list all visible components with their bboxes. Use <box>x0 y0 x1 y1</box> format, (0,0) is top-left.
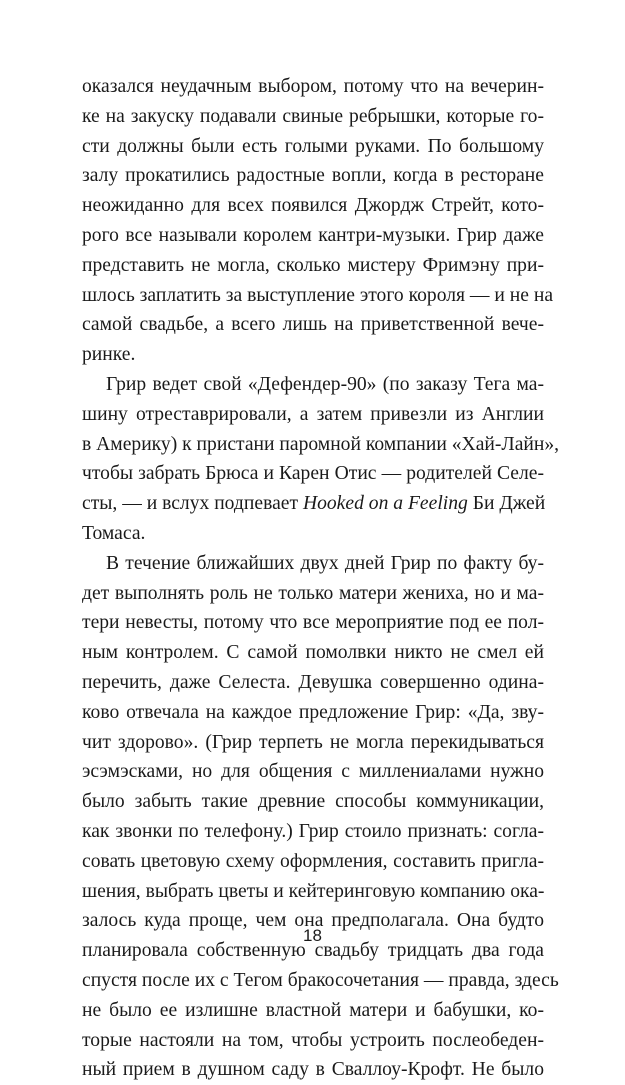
text-line: планировала собственную свадьбу тридцать два года <box>82 940 544 962</box>
text-line: было забыть такие древние способы коммуникации, <box>82 791 544 813</box>
text-line: ринке. <box>82 344 136 366</box>
text-line: ный прием в душном саду в Сваллоу-Крофт. Не было <box>82 1059 544 1081</box>
text-line: шения, выбрать цветы и кейтеринговую компанию ока- <box>82 880 545 902</box>
text-line: оказался неудачным выбором, потому что на вечерин- <box>82 76 544 97</box>
text-line: ке на закуску подавали свиные ребрышки, которые го- <box>82 105 544 127</box>
text-line: В течение ближайших двух дней Грир по факту бу- <box>106 552 544 574</box>
text-line: залу прокатились радостные вопли, когда в ресторане <box>82 165 544 187</box>
text-line: торые настояли на том, чтобы устроить послеобеден- <box>82 1029 544 1051</box>
text-line: чит здорово». (Грир терпеть не могла перекидываться <box>82 731 544 753</box>
text-line: сти должны были есть голыми руками. По большому <box>82 135 544 157</box>
text-line: чтобы забрать Брюса и Карен Отис — родителей Селе- <box>82 463 544 485</box>
text-line: представить не могла, сколько мистеру Фримэну при- <box>82 254 544 276</box>
text-line: рого все называли королем кантри-музыки. Грир даже <box>82 224 544 246</box>
text-line: ково отвечала на каждое предложение Грир: «Да, зву- <box>82 701 544 723</box>
text-line: не было ее излишне властной матери и бабушки, ко- <box>82 999 544 1021</box>
text-line: залось куда проще, чем она предполагала. Она будто <box>82 910 544 932</box>
text-fragment: сты, — и вслух подпевает <box>82 493 299 515</box>
paragraph-1 <box>82 72 554 370</box>
page-number: 18 <box>303 926 322 945</box>
text-line: совать цветовую схему оформления, составить пригла- <box>82 850 544 872</box>
text-line: эсэмэсками, но для общения с миллениалами нужно <box>82 761 544 783</box>
song-title: Hooked on a Feeling <box>302 493 468 515</box>
text-line: перечить, даже Селеста. Девушка совершенно одина- <box>82 671 544 693</box>
text-line: тери невесты, потому что все мероприятие под ее пол- <box>82 612 544 634</box>
paragraph-2 <box>82 370 560 549</box>
text-line <box>82 489 544 519</box>
text-line: Грир ведет свой «Дефендер-90» (по заказу Тега ма- <box>106 373 544 395</box>
text-line: как звонки по телефону.) Грир стоило признать: согла- <box>82 820 544 842</box>
text-line: ным контролем. С самой помолвки никто не смел ей <box>82 642 544 664</box>
paragraph-3 <box>82 549 559 1085</box>
text-line: дет выполнять роль не только матери жениха, но и ма- <box>82 582 544 604</box>
text-line: самой свадьбе, а всего лишь на приветственной вече- <box>82 314 544 336</box>
text-line: неожиданно для всех появился Джордж Стрейт, кото- <box>82 195 544 217</box>
text-fragment: Би Джей <box>472 493 546 515</box>
text-line: в Америку) к пристани паромной компании «Хай-Лайн», <box>82 433 560 455</box>
text-line: шину отреставрировали, а затем привезли из Англии <box>82 403 544 425</box>
text-line: шлось заплатить за выступление этого короля — и не на <box>82 284 554 306</box>
text-line: Томаса. <box>82 522 146 544</box>
text-line: спустя после их с Тегом бракосочетания — правда, здесь <box>82 969 559 991</box>
